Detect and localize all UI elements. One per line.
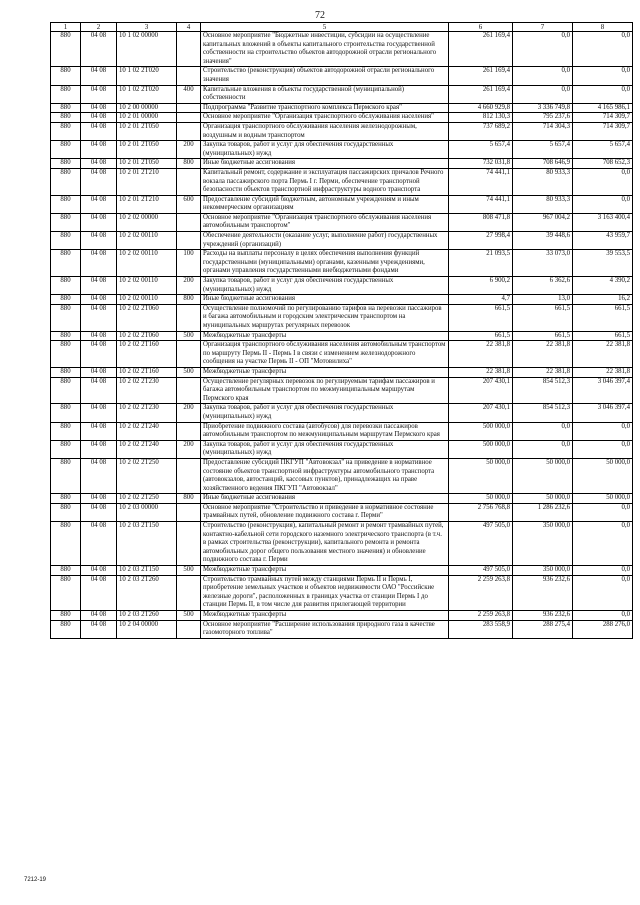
amount-year-3: 16,2 [573, 295, 633, 305]
amount-year-3: 0,0 [573, 195, 633, 213]
amount-year-1: 6 900,2 [449, 277, 513, 295]
table-row [51, 67, 633, 85]
admin-code: 880 [51, 422, 81, 440]
section-code: 04 08 [81, 277, 117, 295]
expense-type-code [177, 67, 201, 85]
amount-year-1: 2 259 263,8 [449, 575, 513, 610]
amount-year-3: 4 165 986,1 [573, 103, 633, 113]
admin-code: 880 [51, 295, 81, 305]
amount-year-1: 737 689,2 [449, 122, 513, 140]
expense-type-code [177, 103, 201, 113]
item-name: Основное мероприятие "Строительство и приведение в нормативное состояние трамвайных путей, обновление подвижного состава г. Перми" [201, 503, 449, 521]
amount-year-2: 0,0 [513, 32, 573, 67]
amount-year-1: 5 657,4 [449, 141, 513, 159]
item-name: Межбюджетные трансферты [201, 367, 449, 377]
admin-code: 880 [51, 331, 81, 341]
section-code: 04 08 [81, 377, 117, 404]
amount-year-1: 207 430,1 [449, 404, 513, 422]
item-name: Осуществление регулярных перевозок по регулируемым тарифам пассажиров и багажа автомобильным транспортом по межмуниципальным маршрутам Пермского края [201, 377, 449, 404]
section-code: 04 08 [81, 422, 117, 440]
amount-year-3: 0,0 [573, 67, 633, 85]
expense-type-code [177, 341, 201, 368]
target-article-code: 10 2 03 2Т260 [117, 611, 177, 621]
amount-year-1: 808 471,8 [449, 213, 513, 231]
expense-type-code [177, 377, 201, 404]
table-row [51, 195, 633, 213]
section-code: 04 08 [81, 122, 117, 140]
table-row [51, 522, 633, 566]
amount-year-2: 5 657,4 [513, 141, 573, 159]
amount-year-1: 812 130,3 [449, 113, 513, 123]
expense-type-code: 500 [177, 611, 201, 621]
amount-year-2: 967 004,2 [513, 213, 573, 231]
admin-code: 880 [51, 195, 81, 213]
amount-year-2: 80 933,3 [513, 195, 573, 213]
target-article-code: 10 2 04 00000 [117, 620, 177, 638]
item-name: Подпрограмма "Развитие транспортного комплекса Пермского края" [201, 103, 449, 113]
admin-code: 880 [51, 611, 81, 621]
admin-code: 880 [51, 377, 81, 404]
item-name: Основное мероприятие "Расширение использования природного газа в качестве газомоторного топлива" [201, 620, 449, 638]
item-name: Организация транспортного обслуживания населения железнодорожным, воздушным и водным транспортом [201, 122, 449, 140]
admin-code: 880 [51, 85, 81, 103]
amount-year-3: 3 046 397,4 [573, 404, 633, 422]
section-code: 04 08 [81, 304, 117, 331]
item-name: Предоставление субсидий ПКГУП "Автовокзал" на приведение в нормативное состояние объектов транспортной инфраструктуры автомобильного транспорта (автовокзалов, автостанций, кассовых пунктов), принадлежащих на праве хозяйственного ведения ПКГУП "Автовокзал" [201, 458, 449, 493]
section-code: 04 08 [81, 67, 117, 85]
admin-code: 880 [51, 32, 81, 67]
admin-code: 880 [51, 213, 81, 231]
column-header-5: 5 [201, 23, 449, 32]
budget-table [50, 22, 633, 639]
amount-year-1: 2 259 263,8 [449, 611, 513, 621]
table-row [51, 295, 633, 305]
admin-code: 880 [51, 250, 81, 277]
table-row [51, 168, 633, 195]
amount-year-2: 80 933,3 [513, 168, 573, 195]
amount-year-3: 288 276,0 [573, 620, 633, 638]
item-name: Предоставление субсидий бюджетным, автономным учреждениям и иным некоммерческим организациям [201, 195, 449, 213]
item-name: Иные бюджетные ассигнования [201, 295, 449, 305]
amount-year-2: 714 304,3 [513, 122, 573, 140]
expense-type-code: 200 [177, 277, 201, 295]
item-name: Иные бюджетные ассигнования [201, 159, 449, 169]
section-code: 04 08 [81, 620, 117, 638]
amount-year-2: 22 381,8 [513, 367, 573, 377]
amount-year-1: 74 441,1 [449, 168, 513, 195]
amount-year-3: 714 309,7 [573, 113, 633, 123]
target-article-code: 10 2 02 00110 [117, 277, 177, 295]
target-article-code: 10 2 02 2Т230 [117, 404, 177, 422]
expense-type-code: 100 [177, 250, 201, 277]
amount-year-2: 350 000,0 [513, 522, 573, 566]
table-row [51, 422, 633, 440]
table-row [51, 620, 633, 638]
admin-code: 880 [51, 113, 81, 123]
target-article-code: 10 2 02 00110 [117, 232, 177, 250]
expense-type-code [177, 304, 201, 331]
amount-year-2: 0,0 [513, 440, 573, 458]
amount-year-1: 732 031,8 [449, 159, 513, 169]
target-article-code: 10 1 02 2Т020 [117, 85, 177, 103]
amount-year-1: 497 505,0 [449, 566, 513, 576]
section-code: 04 08 [81, 113, 117, 123]
column-header-8: 8 [573, 23, 633, 32]
target-article-code: 10 2 01 00000 [117, 113, 177, 123]
amount-year-3: 0,0 [573, 85, 633, 103]
amount-year-3: 5 657,4 [573, 141, 633, 159]
target-article-code: 10 2 02 2Т250 [117, 458, 177, 493]
amount-year-3: 708 652,3 [573, 159, 633, 169]
amount-year-1: 500 000,0 [449, 422, 513, 440]
amount-year-1: 2 756 768,8 [449, 503, 513, 521]
section-code: 04 08 [81, 141, 117, 159]
amount-year-3: 0,0 [573, 440, 633, 458]
amount-year-2: 708 646,9 [513, 159, 573, 169]
item-name: Межбюджетные трансферты [201, 566, 449, 576]
amount-year-3: 0,0 [573, 503, 633, 521]
amount-year-3: 0,0 [573, 32, 633, 67]
amount-year-2: 39 448,6 [513, 232, 573, 250]
section-code: 04 08 [81, 295, 117, 305]
expense-type-code: 500 [177, 566, 201, 576]
target-article-code: 10 2 00 00000 [117, 103, 177, 113]
target-article-code: 10 1 02 2Т020 [117, 67, 177, 85]
expense-type-code [177, 522, 201, 566]
admin-code: 880 [51, 494, 81, 504]
section-code: 04 08 [81, 213, 117, 231]
expense-type-code: 200 [177, 440, 201, 458]
admin-code: 880 [51, 522, 81, 566]
target-article-code: 10 2 02 2Т250 [117, 494, 177, 504]
amount-year-3: 0,0 [573, 168, 633, 195]
section-code: 04 08 [81, 522, 117, 566]
admin-code: 880 [51, 304, 81, 331]
admin-code: 880 [51, 67, 81, 85]
amount-year-3: 3 163 400,4 [573, 213, 633, 231]
expense-type-code [177, 122, 201, 140]
target-article-code: 10 2 03 2Т260 [117, 575, 177, 610]
target-article-code: 10 2 03 00000 [117, 503, 177, 521]
table-row [51, 213, 633, 231]
section-code: 04 08 [81, 168, 117, 195]
expense-type-code: 800 [177, 159, 201, 169]
item-name: Основное мероприятие "Бюджетные инвестиции, субсидии на осуществление капитальных вложений в объекты капитального строительства государственной собственности на строительство объектов автодорожной отрасли регионального значения" [201, 32, 449, 67]
table-row [51, 566, 633, 576]
amount-year-3: 22 381,8 [573, 367, 633, 377]
expense-type-code [177, 213, 201, 231]
table-row [51, 122, 633, 140]
amount-year-2: 795 237,6 [513, 113, 573, 123]
section-code: 04 08 [81, 404, 117, 422]
item-name: Строительство (реконструкция), капитальный ремонт и ремонт трамвайных путей, контактно-кабельной сети городского наземного электрического транспорта (в т.ч. в рамках строительства (реконструкции), капитального ремонта и ремонта автомобильных дорог общего пользования местного значения) и обновление подвижного состава г. Перми [201, 522, 449, 566]
amount-year-1: 283 558,9 [449, 620, 513, 638]
target-article-code: 10 2 02 2Т240 [117, 440, 177, 458]
item-name: Приобретение подвижного состава (автобусов) для перевозки пассажиров автомобильным транспортом по межмуниципальным маршрутам Пермского края [201, 422, 449, 440]
item-name: Основное мероприятие "Организация транспортного обслуживания населения автомобильным транспортом" [201, 213, 449, 231]
expense-type-code [177, 620, 201, 638]
table-row [51, 304, 633, 331]
table-row [51, 611, 633, 621]
table-row [51, 103, 633, 113]
amount-year-2: 33 073,0 [513, 250, 573, 277]
amount-year-2: 936 232,6 [513, 611, 573, 621]
section-code: 04 08 [81, 232, 117, 250]
amount-year-2: 936 232,6 [513, 575, 573, 610]
amount-year-3: 661,5 [573, 331, 633, 341]
table-row [51, 440, 633, 458]
amount-year-2: 0,0 [513, 85, 573, 103]
amount-year-1: 50 000,0 [449, 494, 513, 504]
section-code: 04 08 [81, 440, 117, 458]
item-name: Иные бюджетные ассигнования [201, 494, 449, 504]
amount-year-1: 661,5 [449, 304, 513, 331]
section-code: 04 08 [81, 32, 117, 67]
target-article-code: 10 2 02 00110 [117, 295, 177, 305]
section-code: 04 08 [81, 575, 117, 610]
item-name: Закупка товаров, работ и услуг для обеспечения государственных (муниципальных) нужд [201, 440, 449, 458]
expense-type-code: 200 [177, 141, 201, 159]
target-article-code: 10 2 02 2Т240 [117, 422, 177, 440]
table-row [51, 494, 633, 504]
table-row [51, 250, 633, 277]
amount-year-1: 74 441,1 [449, 195, 513, 213]
column-header-2: 2 [81, 23, 117, 32]
amount-year-3: 43 959,7 [573, 232, 633, 250]
expense-type-code: 400 [177, 85, 201, 103]
target-article-code: 10 2 01 2Т210 [117, 195, 177, 213]
amount-year-1: 661,5 [449, 331, 513, 341]
admin-code: 880 [51, 458, 81, 493]
amount-year-1: 4 660 929,8 [449, 103, 513, 113]
table-row [51, 32, 633, 67]
expense-type-code [177, 113, 201, 123]
item-name: Расходы на выплаты персоналу в целях обеспечения выполнения функций государственными (муниципальными) органами, казенными учреждениями, органами управления государственными внебюджетными фондами [201, 250, 449, 277]
amount-year-1: 261 169,4 [449, 32, 513, 67]
amount-year-3: 0,0 [573, 575, 633, 610]
amount-year-1: 497 505,0 [449, 522, 513, 566]
target-article-code: 10 2 01 2Т210 [117, 168, 177, 195]
table-row [51, 377, 633, 404]
amount-year-2: 6 362,6 [513, 277, 573, 295]
section-code: 04 08 [81, 195, 117, 213]
target-article-code: 10 2 03 2Т150 [117, 566, 177, 576]
item-name: Строительство трамвайных путей между станциями Пермь II и Пермь I, приобретение земельных участков и объектов недвижимости ОАО "Российские железные дороги", расположенных в границах участка от станции Пермь I до станции Пермь II, в том числе для развития прилегающей территории [201, 575, 449, 610]
amount-year-1: 261 169,4 [449, 85, 513, 103]
page-number: 72 [315, 10, 325, 21]
table-row [51, 458, 633, 493]
target-article-code: 10 1 02 00000 [117, 32, 177, 67]
section-code: 04 08 [81, 250, 117, 277]
target-article-code: 10 2 02 2Т230 [117, 377, 177, 404]
section-code: 04 08 [81, 331, 117, 341]
table-row [51, 113, 633, 123]
amount-year-2: 350 000,0 [513, 566, 573, 576]
expense-type-code [177, 503, 201, 521]
amount-year-2: 661,5 [513, 331, 573, 341]
table-row [51, 277, 633, 295]
expense-type-code: 800 [177, 295, 201, 305]
admin-code: 880 [51, 341, 81, 368]
target-article-code: 10 2 02 2Т160 [117, 367, 177, 377]
amount-year-3: 0,0 [573, 422, 633, 440]
expense-type-code: 500 [177, 367, 201, 377]
section-code: 04 08 [81, 103, 117, 113]
item-name: Капитальный ремонт, содержание и эксплуатация пассажирских причалов Речного вокзала пассажирского порта Пермь I г. Перми, обеспечение транспортной безопасности объектов транспортной инфраструктуры водного транспорта [201, 168, 449, 195]
column-header-6: 6 [449, 23, 513, 32]
expense-type-code: 200 [177, 404, 201, 422]
admin-code: 880 [51, 168, 81, 195]
amount-year-3: 714 309,7 [573, 122, 633, 140]
admin-code: 880 [51, 159, 81, 169]
amount-year-1: 22 381,8 [449, 367, 513, 377]
table-row [51, 367, 633, 377]
item-name: Закупка товаров, работ и услуг для обеспечения государственных (муниципальных) нужд [201, 141, 449, 159]
admin-code: 880 [51, 440, 81, 458]
table-body [51, 32, 633, 639]
section-code: 04 08 [81, 494, 117, 504]
admin-code: 880 [51, 503, 81, 521]
item-name: Обеспечение деятельности (оказание услуг, выполнение работ) государственных учреждений (организаций) [201, 232, 449, 250]
amount-year-1: 4,7 [449, 295, 513, 305]
target-article-code: 10 2 02 00110 [117, 250, 177, 277]
amount-year-2: 854 512,3 [513, 404, 573, 422]
section-code: 04 08 [81, 458, 117, 493]
target-article-code: 10 2 03 2Т150 [117, 522, 177, 566]
amount-year-1: 207 430,1 [449, 377, 513, 404]
amount-year-2: 13,0 [513, 295, 573, 305]
target-article-code: 10 2 01 2Т050 [117, 141, 177, 159]
amount-year-1: 22 381,8 [449, 341, 513, 368]
item-name: Закупка товаров, работ и услуг для обеспечения государственных (муниципальных) нужд [201, 404, 449, 422]
amount-year-2: 0,0 [513, 422, 573, 440]
amount-year-2: 50 000,0 [513, 494, 573, 504]
item-name: Основное мероприятие "Организация транспортного обслуживания населения" [201, 113, 449, 123]
expense-type-code [177, 32, 201, 67]
amount-year-3: 22 381,8 [573, 341, 633, 368]
section-code: 04 08 [81, 367, 117, 377]
admin-code: 880 [51, 277, 81, 295]
target-article-code: 10 2 01 2Т050 [117, 159, 177, 169]
amount-year-2: 0,0 [513, 67, 573, 85]
table-row [51, 575, 633, 610]
section-code: 04 08 [81, 566, 117, 576]
amount-year-3: 50 000,0 [573, 458, 633, 493]
amount-year-3: 661,5 [573, 304, 633, 331]
amount-year-1: 27 998,4 [449, 232, 513, 250]
table-row [51, 331, 633, 341]
expense-type-code: 600 [177, 195, 201, 213]
item-name: Закупка товаров, работ и услуг для обеспечения государственных (муниципальных) нужд [201, 277, 449, 295]
admin-code: 880 [51, 232, 81, 250]
section-code: 04 08 [81, 611, 117, 621]
footer-code: 7212-19 [24, 877, 47, 883]
table-header [51, 23, 633, 32]
table-row [51, 232, 633, 250]
item-name: Межбюджетные трансферты [201, 331, 449, 341]
item-name: Осуществление полномочий по регулированию тарифов на перевозки пассажиров и багажа автомобильным и городским электрическим транспортом на муниципальных маршрутах регулярных перевозок [201, 304, 449, 331]
amount-year-3: 0,0 [573, 566, 633, 576]
amount-year-1: 50 000,0 [449, 458, 513, 493]
section-code: 04 08 [81, 85, 117, 103]
amount-year-1: 261 169,4 [449, 67, 513, 85]
admin-code: 880 [51, 575, 81, 610]
section-code: 04 08 [81, 159, 117, 169]
amount-year-2: 50 000,0 [513, 458, 573, 493]
target-article-code: 10 2 02 00000 [117, 213, 177, 231]
amount-year-2: 661,5 [513, 304, 573, 331]
table-row [51, 341, 633, 368]
expense-type-code: 800 [177, 494, 201, 504]
section-code: 04 08 [81, 341, 117, 368]
table-row [51, 159, 633, 169]
table-row [51, 404, 633, 422]
expense-type-code [177, 458, 201, 493]
column-header-7: 7 [513, 23, 573, 32]
target-article-code: 10 2 02 2Т160 [117, 341, 177, 368]
column-header-3: 3 [117, 23, 177, 32]
expense-type-code [177, 168, 201, 195]
target-article-code: 10 2 01 2Т050 [117, 122, 177, 140]
column-header-1: 1 [51, 23, 81, 32]
amount-year-2: 3 336 749,8 [513, 103, 573, 113]
amount-year-3: 39 553,5 [573, 250, 633, 277]
item-name: Межбюджетные трансферты [201, 611, 449, 621]
item-name: Капитальные вложения в объекты государственной (муниципальной) собственности [201, 85, 449, 103]
amount-year-2: 854 512,3 [513, 377, 573, 404]
admin-code: 880 [51, 566, 81, 576]
admin-code: 880 [51, 122, 81, 140]
admin-code: 880 [51, 367, 81, 377]
table-row [51, 85, 633, 103]
amount-year-3: 0,0 [573, 611, 633, 621]
admin-code: 880 [51, 141, 81, 159]
expense-type-code [177, 422, 201, 440]
item-name: Строительство (реконструкция) объектов автодорожной отрасли регионального значения [201, 67, 449, 85]
table-row [51, 141, 633, 159]
amount-year-2: 1 286 232,6 [513, 503, 573, 521]
target-article-code: 10 2 02 2Т060 [117, 331, 177, 341]
admin-code: 880 [51, 404, 81, 422]
amount-year-1: 21 093,5 [449, 250, 513, 277]
amount-year-3: 50 000,0 [573, 494, 633, 504]
item-name: Организация транспортного обслуживания населения автомобильным транспортом по маршруту Пермь II - Пермь I в связи с изменением железнодорожного сообщения на участке Пермь II - ОП "Мотовилиха" [201, 341, 449, 368]
amount-year-2: 22 381,8 [513, 341, 573, 368]
expense-type-code [177, 575, 201, 610]
amount-year-3: 0,0 [573, 522, 633, 566]
expense-type-code [177, 232, 201, 250]
amount-year-3: 4 390,2 [573, 277, 633, 295]
amount-year-3: 3 046 397,4 [573, 377, 633, 404]
column-header-4: 4 [177, 23, 201, 32]
amount-year-1: 500 000,0 [449, 440, 513, 458]
admin-code: 880 [51, 620, 81, 638]
admin-code: 880 [51, 103, 81, 113]
expense-type-code: 500 [177, 331, 201, 341]
table-row [51, 503, 633, 521]
target-article-code: 10 2 02 2Т060 [117, 304, 177, 331]
section-code: 04 08 [81, 503, 117, 521]
amount-year-2: 288 275,4 [513, 620, 573, 638]
